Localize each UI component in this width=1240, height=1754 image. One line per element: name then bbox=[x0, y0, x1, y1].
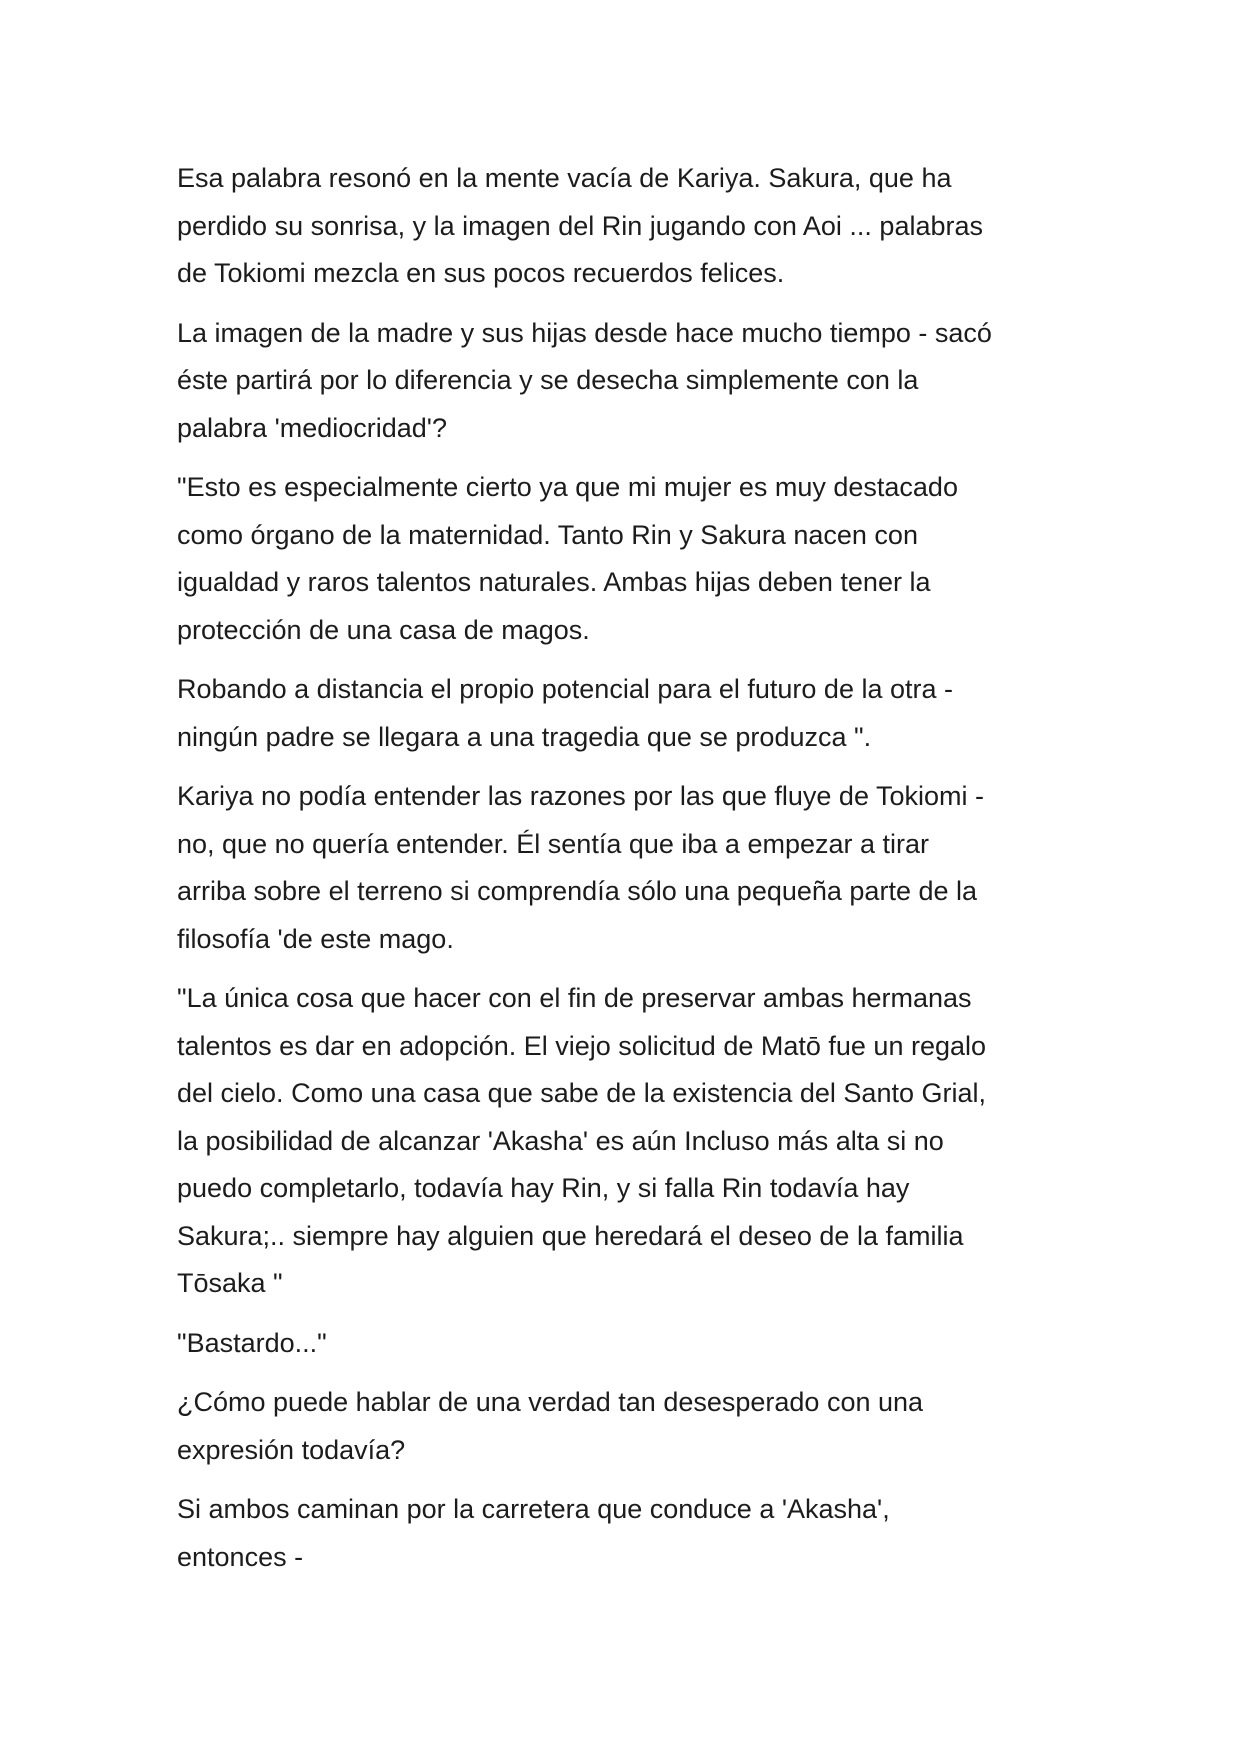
paragraph-8: ¿Cómo puede hablar de una verdad tan desesperado con una expresión todavía? bbox=[177, 1387, 924, 1465]
paragraph-6: "La única cosa que hacer con el fin de preservar ambas hermanas talentos es dar en adopción. El viejo solicitud de Matō fue un regalo del cielo. Como una casa que sabe de la existencia del Santo Grial, la posibilidad de alcanzar 'Akasha' es aún Incluso más alta si no puedo completarlo, todavía hay Rin, y si falla Rin todavía hay Sakura;.. siempre hay alguien que heredará el deseo de la familia Tōsaka " bbox=[177, 983, 987, 1298]
paragraph-3: "Esto es especialmente cierto ya que mi mujer es muy destacado como órgano de la maternidad. Tanto Rin y Sakura nacen con igualdad y raros talentos naturales. Ambas hijas deben tener la protección de una casa de magos. bbox=[177, 472, 958, 645]
paragraph-9: Si ambos caminan por la carretera que conduce a 'Akasha', entonces - bbox=[177, 1494, 890, 1572]
paragraph-5: Kariya no podía entender las razones por las que fluye de Tokiomi - no, que no quería entender. Él sentía que iba a empezar a tirar arriba sobre el terreno si comprendía sólo una pequeña parte de la filosofía 'de este mago. bbox=[177, 781, 984, 954]
document-body bbox=[177, 155, 1077, 1593]
paragraph-1: Esa palabra resonó en la mente vacía de Kariya. Sakura, que ha perdido su sonrisa, y la imagen del Rin jugando con Aoi ... palabras de Tokiomi mezcla en sus pocos recuerdos felices. bbox=[177, 163, 983, 288]
paragraph-4: Robando a distancia el propio potencial para el futuro de la otra - ningún padre se llegara a una tragedia que se produzca ". bbox=[177, 674, 953, 752]
paragraph-7: "Bastardo..." bbox=[177, 1327, 327, 1358]
paragraph-2: La imagen de la madre y sus hijas desde hace mucho tiempo - sacó éste partirá por lo diferencia y se desecha simplemente con la palabra 'mediocridad'? bbox=[177, 317, 992, 443]
